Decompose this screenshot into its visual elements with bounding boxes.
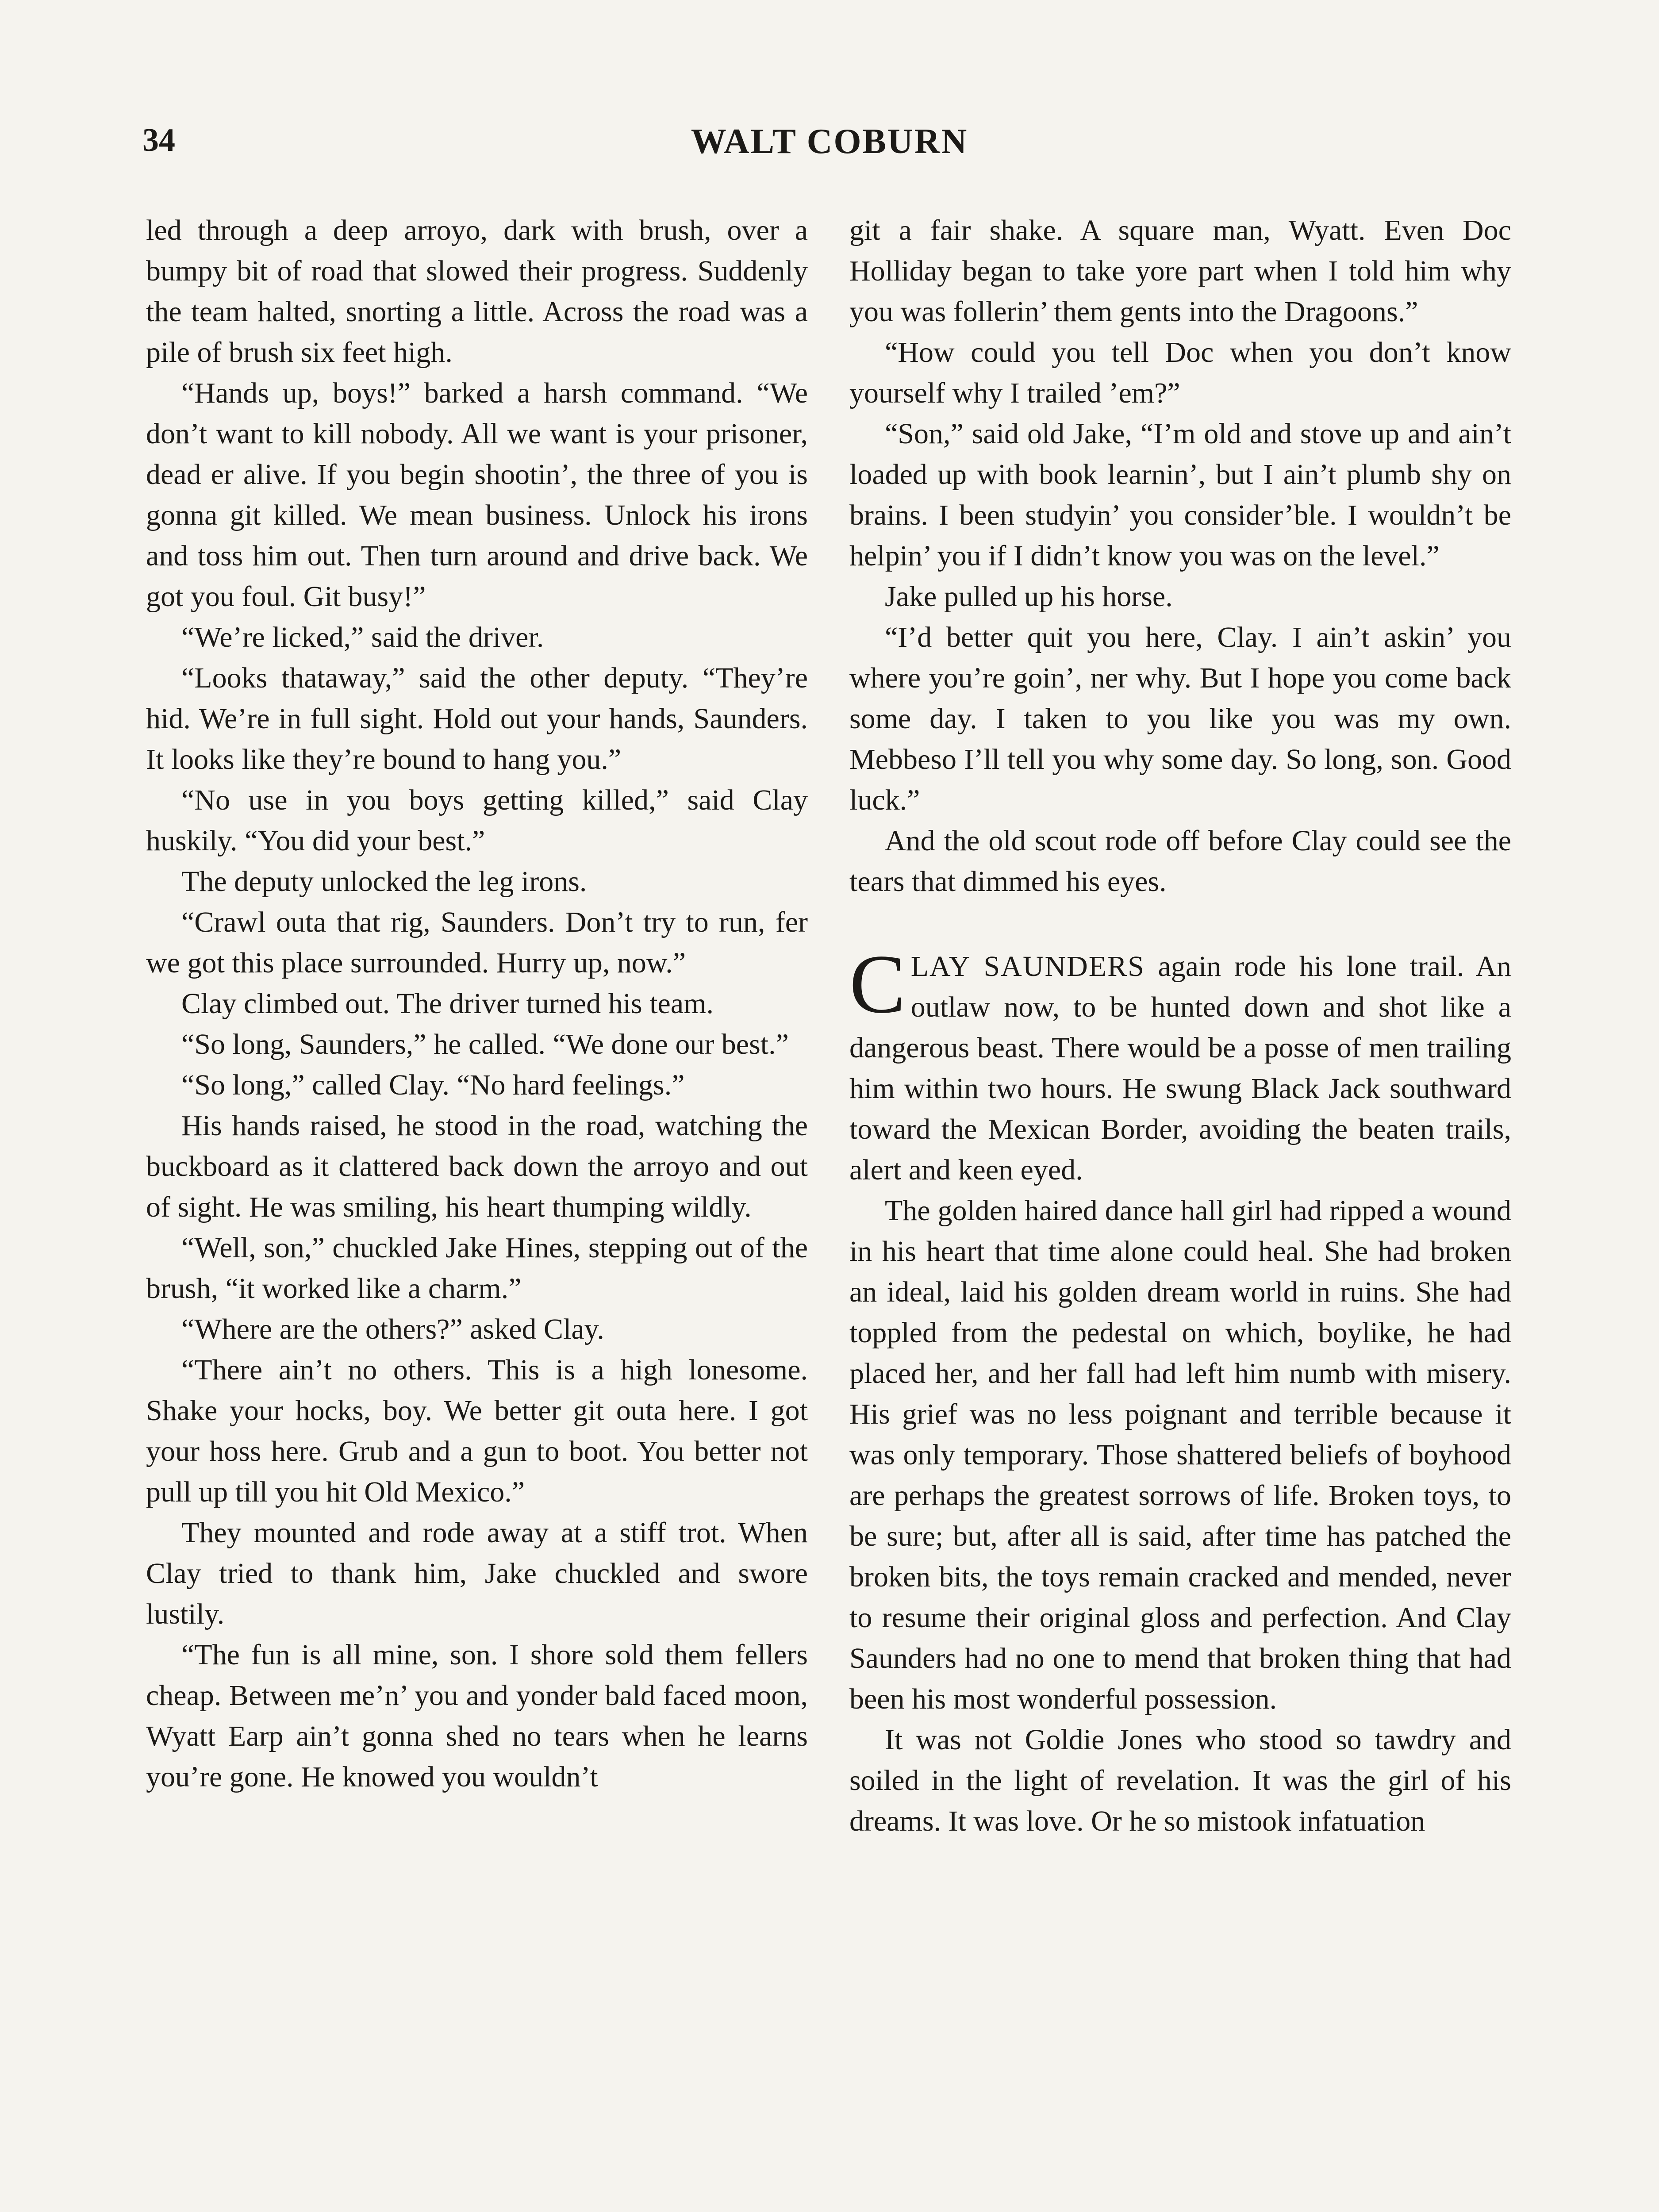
paragraph: “No use in you boys getting killed,” said Clay huskily. “You did your best.” [146, 784, 808, 857]
paragraph: git a fair shake. A square man, Wyatt. Even Doc Holliday began to take yore part when I told him why you was follerin’ them gents into the Dragoons.” [849, 214, 1511, 328]
section-break [849, 902, 1511, 946]
paragraph: “Son,” said old Jake, “I’m old and stove up and ain’t loaded up with book learnin’, but I ain’t plumb shy on brains. I been studyin’ you consider’ble. I wouldn’t be helpin’ you if I didn’t know you was on the level.” [849, 418, 1511, 572]
paragraph: “How could you tell Doc when you don’t know yourself why I trailed ’em?” [849, 336, 1511, 409]
paragraph: “I’d better quit you here, Clay. I ain’t askin’ you where you’re goin’, ner why. But I hope you come back some day. I taken to you like you was my own. Mebbeso I’ll tell you why some day. So long, son. Good luck.” [849, 621, 1511, 816]
lead-caps: LAY SAUNDERS [910, 950, 1145, 983]
paragraph: “Where are the others?” asked Clay. [181, 1313, 604, 1345]
right-column [849, 210, 1511, 1842]
paragraph: “So long,” called Clay. “No hard feelings.” [181, 1069, 685, 1101]
paragraph: “We’re licked,” said the driver. [181, 621, 544, 653]
paragraph: And the old scout rode off before Clay could see the tears that dimmed his eyes. [849, 825, 1511, 898]
running-head: WALT COBURN [691, 122, 968, 161]
paragraph: led through a deep arroyo, dark with brush, over a bumpy bit of road that slowed their progress. Suddenly the team halted, snorting a little. Across the road was a pile of brush six feet high. [146, 214, 808, 369]
paragraph: “Well, son,” chuckled Jake Hines, stepping out of the brush, “it worked like a charm.” [146, 1232, 808, 1305]
paragraph: His hands raised, he stood in the road, watching the buckboard as it clattered back down the arroyo and out of sight. He was smiling, his heart thumping wildly. [146, 1110, 808, 1223]
paragraph: “Hands up, boys!” barked a harsh command. “We don’t want to kill nobody. All we want is your prisoner, dead er alive. If you begin shootin’, the three of you is gonna git killed. We mean business. Unlock his irons and toss him out. Then turn around and drive back. We got you foul. Git busy!” [146, 377, 808, 613]
lead-text: again rode his lone trail. An outlaw now, to be hunted down and shot like a dangerous beast. There would be a posse of men trailing him within two hours. He swung Black Jack southward toward the Mexican Border, avoiding the beaten trails, alert and keen eyed. [849, 950, 1511, 1186]
paragraph: “So long, Saunders,” he called. “We done our best.” [181, 1028, 789, 1060]
paragraph: It was not Goldie Jones who stood so tawdry and soiled in the light of revelation. It was the girl of his dreams. It was love. Or he so mistook infatuation [849, 1724, 1511, 1837]
paragraph: Jake pulled up his horse. [885, 580, 1173, 613]
page-number: 34 [142, 122, 175, 158]
paragraph: “Crawl outa that rig, Saunders. Don’t try to run, fer we got this place surrounded. Hurry up, now.” [146, 906, 808, 979]
section-opening-paragraph [849, 938, 1511, 1190]
paragraph: Clay climbed out. The driver turned his team. [181, 987, 714, 1020]
paragraph: “There ain’t no others. This is a high lonesome. Shake your hocks, boy. We better git outa here. I got your hoss here. Grub and a gun to boot. You better not pull up till you hit Old Mexico.” [146, 1354, 808, 1508]
paragraph: “Looks thataway,” said the other deputy. “They’re hid. We’re in full sight. Hold out your hands, Saunders. It looks like they’re bound to hang you.” [146, 662, 808, 776]
paragraph: They mounted and rode away at a stiff trot. When Clay tried to thank him, Jake chuckled and swore lustily. [146, 1517, 808, 1630]
left-column [146, 210, 808, 1797]
paragraph: The golden haired dance hall girl had ripped a wound in his heart that time alone could heal. She had broken an ideal, laid his golden dream world in ruins. She had toppled from the pedestal on which, boylike, he had placed her, and her fall had left him numb with misery. His grief was no less poignant and terrible because it was only temporary. Those shattered beliefs of boyhood are perhaps the greatest sorrows of life. Broken toys, to be sure; but, after all is said, after time has patched the broken bits, the toys remain cracked and mended, never to resume their original gloss and perfection. And Clay Saunders had no one to mend that broken thing that had been his most wonderful possession. [849, 1194, 1511, 1715]
paragraph: The deputy unlocked the leg irons. [181, 865, 587, 898]
paragraph: “The fun is all mine, son. I shore sold them fellers cheap. Between me’n’ you and yonder bald faced moon, Wyatt Earp ain’t gonna shed no tears when he learns you’re gone. He knowed you wouldn’t [146, 1639, 808, 1793]
drop-cap: C [849, 938, 906, 1031]
